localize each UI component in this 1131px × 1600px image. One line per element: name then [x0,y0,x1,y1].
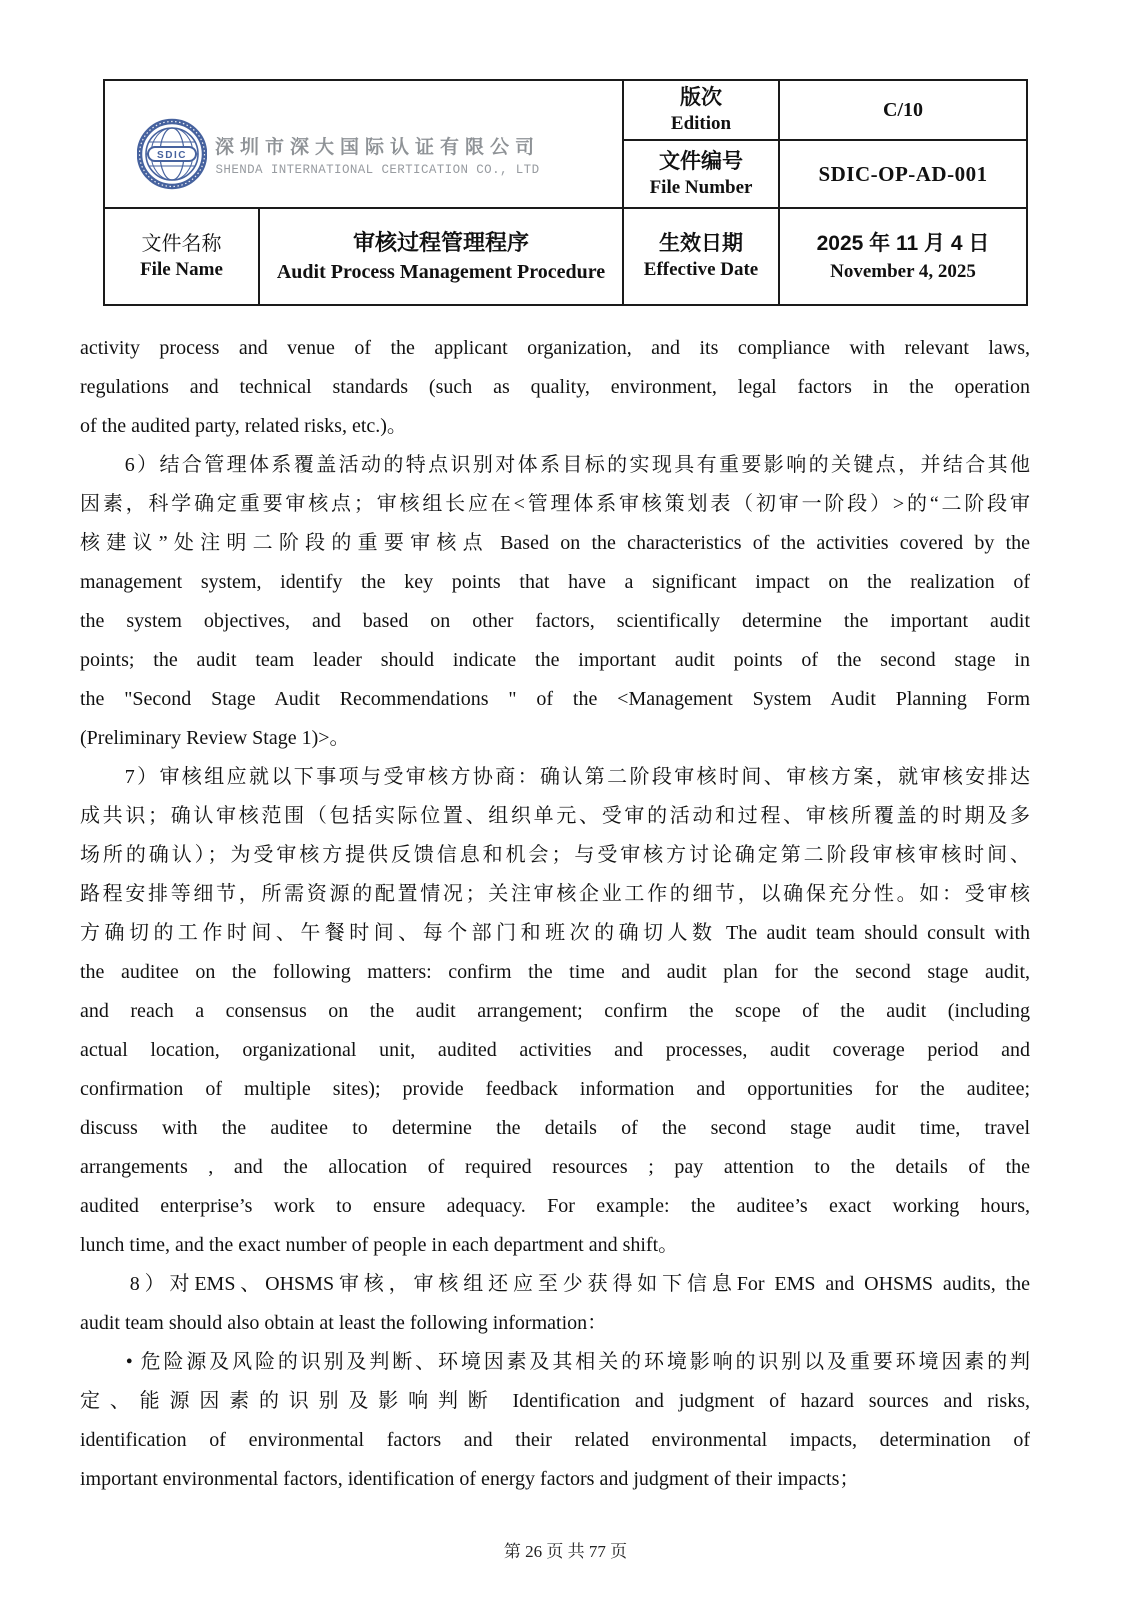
edition-value: C/10 [883,98,924,121]
edition-label-cn: 版次 [680,85,723,109]
company-name-en: SHENDA INTERNATIONAL CERTICATION CO., LTD [215,162,540,177]
effective-date-en: November 4, 2025 [830,260,976,282]
text-line: 8）对EMS、OHSMS审核，审核组还应至少获得如下信息For EMS and OHSMS audits, the [80,1273,1030,1295]
text-line: of the audited party, related risks, etc.)。 [80,415,407,437]
effective-date-label-en: Effective Date [643,259,759,280]
text-line: 场所的确认）；为受审核方提供反馈信息和机会；与受审核方讨论确定第二阶段审核审核时间、 [80,844,1030,866]
text-line: 7）审核组应就以下事项与受审核方协商：确认第二阶段审核时间、审核方案，就审核安排达 [80,766,1030,788]
text-line: actual location, organizational unit, audited activities and processes, audit coverage period and [80,1039,1030,1061]
text-line: audited enterprise’s work to ensure adequacy. For example: the auditee’s exact working hours, [80,1195,1030,1217]
logo-sdic-text: SDIC [157,150,187,161]
text-line: the auditee on the following matters: confirm the time and audit plan for the second stage audit, [80,961,1030,983]
text-line: 6）结合管理体系覆盖活动的特点识别对体系目标的实现具有重要影响的关键点，并结合其他 [80,454,1030,476]
paragraph [80,758,1030,1265]
text-line: 核建议”处注明二阶段的重要审核点 Based on the characteristics of the activities covered by the [80,532,1030,554]
text-line: regulations and technical standards (such as quality, environment, legal factors in the operation [80,376,1030,398]
effective-date-value-cell [779,208,1027,305]
text-line: activity process and venue of the applicant organization, and its compliance with relevant laws, [80,337,1030,359]
text-line: (Preliminary Review Stage 1)>。 [80,727,350,749]
text-line: and reach a consensus on the audit arrangement; confirm the scope of the audit (including [80,1000,1030,1022]
edition-label-cell [623,80,779,140]
page-number: 第 26 页 共 77 页 [503,1542,628,1561]
text-line: confirmation of multiple sites); provide feedback information and opportunities for the auditee; [80,1078,1030,1100]
text-line: arrangements , and the allocation of required resources ; pay attention to the details of the [80,1156,1030,1178]
effective-date-label-cn: 生效日期 [659,232,744,255]
text-line: points; the audit team leader should indicate the important audit points of the second stage in [80,649,1030,671]
text-line: • 危险源及风险的识别及判断、环境因素及其相关的环境影响的识别以及重要环境因素的判 [80,1351,1030,1373]
text-line: management system, identify the key points that have a significant impact on the realization of [80,571,1030,593]
text-line: 成共识；确认审核范围（包括实际位置、组织单元、受审的活动和过程、审核所覆盖的时期及多 [80,805,1030,827]
file-name-label-cn: 文件名称 [141,233,222,255]
edition-value-cell [779,80,1027,140]
logo-cell [104,80,623,208]
document-title-cn: 审核过程管理程序 [353,229,530,255]
paragraph [80,329,1030,446]
company-names [215,132,540,177]
text-line: 因素，科学确定重要审核点；审核组长应在<管理体系审核策划表（初审一阶段）>的“二阶段审 [80,493,1030,515]
paragraph [80,1343,1030,1499]
file-number-label-en: File Number [649,176,753,198]
document-title-cell [259,208,623,305]
company-name-cn: 深圳市深大国际认证有限公司 [215,136,541,158]
text-line: the "Second Stage Audit Recommendations " of the <Management System Audit Planning Form [80,688,1030,710]
text-line: the system objectives, and based on other factors, scientifically determine the important audit [80,610,1030,632]
text-line: lunch time, and the exact number of people in each department and shift。 [80,1234,679,1256]
document-title-en: Audit Process Management Procedure [276,260,606,283]
file-number-value-cell [779,140,1027,208]
edition-label-en: Edition [670,112,732,134]
paragraph [80,446,1030,758]
text-line: 路程安排等细节，所需资源的配置情况；关注审核企业工作的细节，以确保充分性。如：受审核 [80,883,1030,905]
page-footer [0,1537,1131,1562]
file-name-label-cell [104,208,259,305]
file-number-label-cell [623,140,779,208]
company-logo-icon [137,117,207,191]
text-line: important environmental factors, identification of energy factors and judgment of their impacts； [80,1468,860,1490]
file-name-label-en: File Name [140,259,223,280]
company-logo-block [105,97,622,191]
text-line: audit team should also obtain at least the following information： [80,1312,608,1334]
text-line: discuss with the auditee to determine the details of the second stage audit time, travel [80,1117,1030,1139]
document-body [80,329,1030,1499]
text-line: identification of environmental factors and their related environmental impacts, determination of [80,1429,1030,1451]
document-header-table [103,79,1028,306]
effective-date-cn: 2025 年 11 月 4 日 [816,231,990,255]
effective-date-label-cell [623,208,779,305]
file-number-label-cn: 文件编号 [659,149,744,173]
file-number-value: SDIC-OP-AD-001 [818,161,988,186]
paragraph [80,1265,1030,1343]
text-line: 定、能源因素的识别及影响判断 Identification and judgment of hazard sources and risks, [80,1390,1030,1412]
text-line: 方确切的工作时间、午餐时间、每个部门和班次的确切人数 The audit team should consult with [80,922,1030,944]
